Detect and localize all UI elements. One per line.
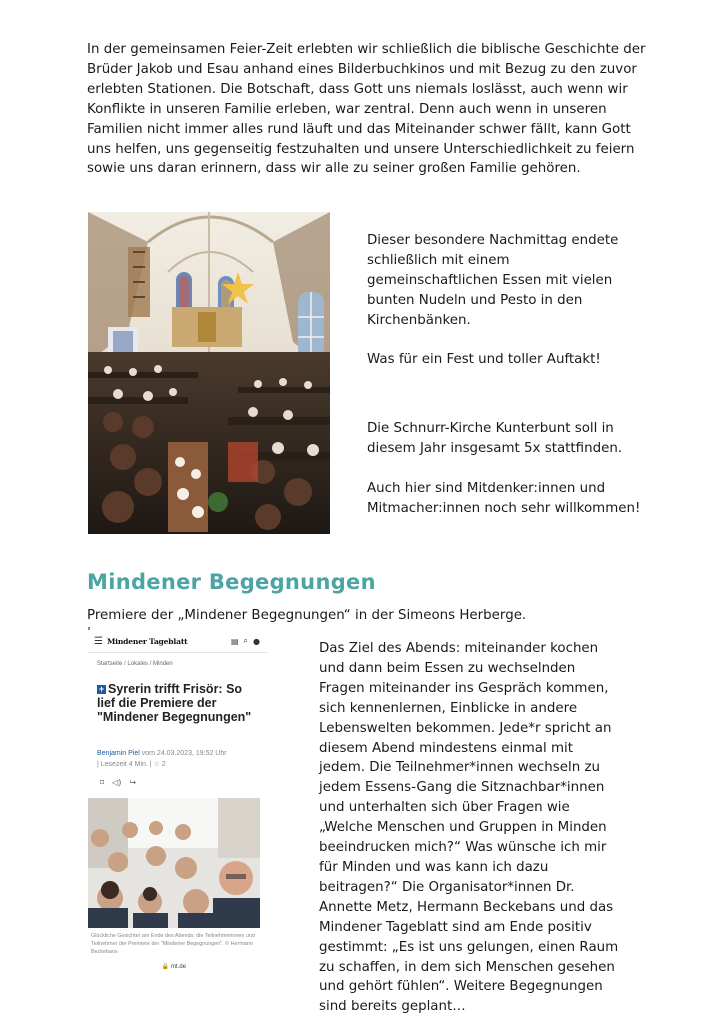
header-divider <box>88 652 268 653</box>
group-photo <box>88 798 260 928</box>
user-icon: ● <box>253 636 260 646</box>
newspaper-icon: ▤ <box>230 636 239 646</box>
newspaper-article-screenshot <box>88 630 268 972</box>
article-header-bar <box>94 634 260 648</box>
header-icons <box>231 636 260 646</box>
site-domain: 🔒 mt.de <box>161 964 187 970</box>
article-date: vom 24.03.2023, 19:52 Uhr <box>139 750 227 757</box>
hamburger-menu-icon: ☰ <box>94 635 103 647</box>
article-author: Benjamin Piel <box>97 750 140 757</box>
search-icon: ⌕ <box>243 636 249 645</box>
newspaper-masthead: Mindener Tageblatt <box>106 636 188 646</box>
article-actions <box>100 778 136 787</box>
breadcrumb: Startseite / Lokales / Minden <box>97 661 173 667</box>
article-title <box>97 682 257 724</box>
section-intro: Premiere der „Mindener Begegnungen“ in der Simeons Herberge. <box>87 608 527 623</box>
bookmark-icon: ⌑ <box>100 778 105 787</box>
share-icon: ↪ <box>129 778 137 787</box>
article-title-text: Syrerin trifft Frisör: So lief die Premiere der "Mindener Begegnungen" <box>97 682 252 724</box>
article-byline <box>97 748 262 770</box>
photo-caption: Glückliche Gesichter am Ende des Abends: die Teilnehmerinnen und Teilnehmer der Premiere der "Mindener Begegnungen". © Hermann Beckebans <box>91 933 255 955</box>
side-text-block <box>367 231 642 519</box>
section-heading: Mindener Begegnungen <box>87 570 376 594</box>
side-paragraph-dinner: Dieser besondere Nachmittag endete schließlich mit einem gemeinschaftlichen Essen mit vielen bunten Nudeln und Pesto in den Kirchenbänken. <box>367 233 619 328</box>
side-paragraph-invitation: Auch hier sind Mitdenker:innen und Mitmacher:innen noch sehr willkommen! <box>367 481 641 516</box>
side-paragraph-frequency: Die Schnurr-Kirche Kunterbunt soll in diesem Jahr insgesamt 5x stattfinden. <box>367 421 623 457</box>
article-reading-time: | Lesezeit 4 Min. | ☆ 2 <box>97 761 166 768</box>
audio-icon: ◁) <box>112 778 122 787</box>
plus-badge-icon: + <box>98 684 105 694</box>
event-description: Das Ziel des Abends: miteinander kochen und dann beim Essen zu wechselnden Fragen miteinander ins Gespräch kommen, sich kennenlernen, Einblicke in andere Lebenswelten bekommen. Jede*r spricht an diesem Abend mindestens einmal mit jedem. Die Teilnehmer*innen wechseln zu jedem Essens-Gang die Sitznachbar*innen und unterhalten sich über Fragen wie „Welche Menschen und Gruppen in Minden beeindrucken mich?“ Was wünsche ich mir für Minden und was kann ich dazu beitragen?“ Die Organisator*innen Dr. Annette Metz, Hermann Beckebans und das Mindener Tageblatt sind am Ende positiv gestimmt: „Es ist uns gelungen, einen Raum zu schaffen, in dem sich Menschen gesehen und gehört fühlen“. Weitere Begegnungen sind bereits geplant… <box>319 641 619 1015</box>
intro-paragraph: In der gemeinsamen Feier-Zeit erlebten wir schließlich die biblische Geschichte der Brüder Jakob und Esau anhand eines Bilderbuchkinos und mit Bezug zu den zuvor erlebten Stationen. Die Botschaft, dass Gott uns niemals loslässt, auch wenn wir Konflikte in unseren Familie erleben, war zentral. Denn auch wenn in unseren Familien nicht immer alles rund läuft und das Miteinander schwer fällt, kann Gott uns helfen, uns gegenseitig festzuhalten und unsere Unterschiedlichkeit zu feiern sowie uns daran erinnern, dass wir alle zu seiner großen Familie gehören. <box>87 42 646 177</box>
church-interior-photo <box>88 212 330 534</box>
side-paragraph-celebration: Was für ein Fest und toller Auftakt! <box>367 352 601 368</box>
